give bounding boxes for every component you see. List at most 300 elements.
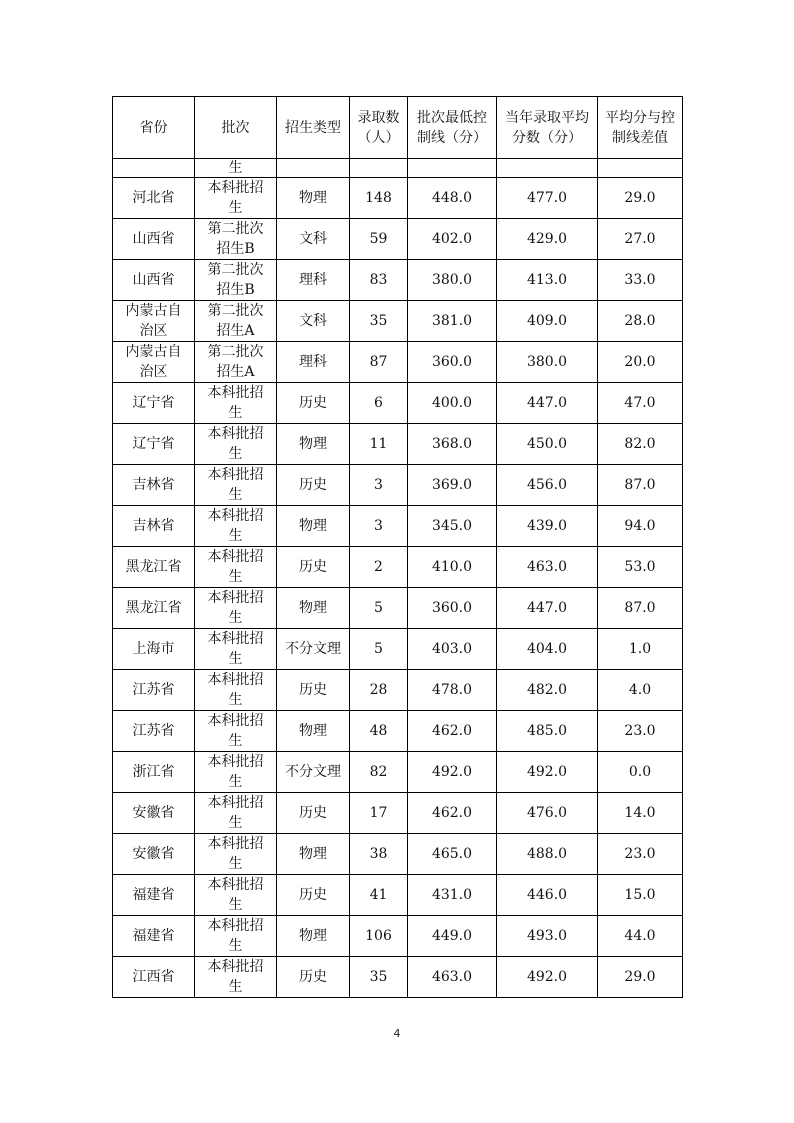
cell-enrollment-type-text: 文科: [299, 313, 327, 329]
cell-min-control-line: [408, 383, 497, 424]
cell-score-difference: [598, 588, 683, 629]
table-row: [113, 916, 683, 957]
cell-average-score-text: 477.0: [526, 190, 568, 206]
table-cell: [113, 159, 195, 178]
cell-enrollment-type-text: 历史: [299, 559, 327, 575]
cell-province-text: 福建省: [132, 928, 175, 944]
cell-batch-text: 第二批次招生B: [207, 221, 264, 257]
cell-min-control-line-text: 478.0: [431, 682, 473, 698]
cell-batch-text: 本科批招生: [207, 549, 264, 585]
cell-province-text: 江苏省: [132, 682, 175, 698]
cell-admitted-count: [350, 547, 408, 588]
cell-province: [113, 219, 195, 260]
table-row: [113, 670, 683, 711]
header-admitted-count: 录取数（人）: [350, 97, 408, 159]
cell-admitted-count-text: 82: [369, 764, 388, 780]
cell-province: [113, 260, 195, 301]
cell-admitted-count-text: 35: [369, 969, 388, 985]
cell-average-score: [497, 957, 598, 998]
cell-batch-text: 本科批招生: [207, 877, 264, 913]
cell-enrollment-type: [277, 301, 350, 342]
cell-province-text: 浙江省: [132, 764, 175, 780]
cell-min-control-line-text: 410.0: [431, 559, 473, 575]
cell-min-control-line: [408, 219, 497, 260]
admissions-table: [112, 96, 683, 998]
cell-enrollment-type-text: 历史: [299, 477, 327, 493]
cell-enrollment-type-text: 不分文理: [285, 641, 341, 657]
cell-score-difference: [598, 424, 683, 465]
cell-batch: [195, 916, 277, 957]
cell-enrollment-type-text: 历史: [299, 682, 327, 698]
cell-enrollment-type: [277, 834, 350, 875]
cell-enrollment-type: [277, 752, 350, 793]
header-min-control-line: 批次最低控制线（分）: [408, 97, 497, 159]
cell-province-text: 江苏省: [132, 723, 175, 739]
cell-average-score-text: 485.0: [526, 723, 568, 739]
cell-score-difference-text: 87.0: [624, 477, 656, 493]
cell-admitted-count: [350, 793, 408, 834]
cell-score-difference-text: 23.0: [624, 846, 656, 862]
cell-admitted-count: [350, 752, 408, 793]
cell-batch: [195, 957, 277, 998]
cell-average-score: [497, 178, 598, 219]
cell-average-score: [497, 629, 598, 670]
cell-score-difference: [598, 957, 683, 998]
cell-score-difference-text: 87.0: [624, 600, 656, 616]
cell-enrollment-type-text: 物理: [299, 846, 327, 862]
header-batch: 批次: [195, 97, 277, 159]
cell-admitted-count-text: 3: [374, 518, 383, 534]
cell-admitted-count-text: 11: [369, 436, 388, 452]
cell-batch: [195, 465, 277, 506]
cell-batch-text: 本科批招生: [207, 180, 264, 216]
cell-enrollment-type: [277, 711, 350, 752]
cell-batch-text: 第二批次招生A: [207, 344, 264, 380]
cell-batch-text: 本科批招生: [207, 754, 264, 790]
cell-min-control-line-text: 402.0: [431, 231, 473, 247]
table-cell: [497, 159, 598, 178]
cell-enrollment-type-text: 物理: [299, 928, 327, 944]
cell-average-score: [497, 875, 598, 916]
table-row: [113, 711, 683, 752]
cell-province-text: 黑龙江省: [125, 559, 182, 575]
cell-average-score: [497, 301, 598, 342]
header-average-score: 当年录取平均分数（分）: [497, 97, 598, 159]
cell-province-text: 福建省: [132, 887, 175, 903]
cell-admitted-count: [350, 342, 408, 383]
cell-batch: [195, 342, 277, 383]
cell-enrollment-type-text: 理科: [299, 272, 327, 288]
cell-average-score: [497, 752, 598, 793]
cell-score-difference: [598, 301, 683, 342]
cell-province-text: 山西省: [132, 231, 175, 247]
cell-admitted-count: [350, 178, 408, 219]
cell-score-difference-text: 0.0: [628, 764, 652, 780]
cell-enrollment-type-text: 物理: [299, 723, 327, 739]
table-row: [113, 588, 683, 629]
cell-min-control-line-text: 403.0: [431, 641, 473, 657]
cell-province: [113, 916, 195, 957]
cell-province-text: 安徽省: [132, 805, 175, 821]
cell-admitted-count-text: 87: [369, 354, 388, 370]
cell-admitted-count: [350, 834, 408, 875]
cell-min-control-line: [408, 629, 497, 670]
cell-province-text: 河北省: [132, 190, 175, 206]
cell-average-score-text: 409.0: [526, 313, 568, 329]
cell-enrollment-type: [277, 629, 350, 670]
table-row: [113, 383, 683, 424]
cell-min-control-line: [408, 424, 497, 465]
cell-batch: [195, 506, 277, 547]
table-row: [113, 875, 683, 916]
cell-batch-text: 本科批招生: [207, 795, 264, 831]
cell-admitted-count-text: 2: [374, 559, 383, 575]
cell-score-difference: [598, 219, 683, 260]
cell-admitted-count: [350, 588, 408, 629]
cell-batch: [195, 670, 277, 711]
cell-admitted-count: [350, 916, 408, 957]
table-row: [113, 793, 683, 834]
cell-province-text: 吉林省: [132, 518, 175, 534]
table-row: [113, 547, 683, 588]
cell-score-difference: [598, 506, 683, 547]
cell-batch-text: 本科批招生: [207, 672, 264, 708]
cell-score-difference: [598, 875, 683, 916]
cell-admitted-count-text: 38: [369, 846, 388, 862]
cell-province: [113, 629, 195, 670]
cell-province: [113, 711, 195, 752]
cell-score-difference: [598, 342, 683, 383]
cell-province: [113, 465, 195, 506]
cell-batch: [195, 424, 277, 465]
cell-province: [113, 342, 195, 383]
cell-average-score: [497, 260, 598, 301]
cell-province-text: 山西省: [132, 272, 175, 288]
cell-batch-text: 本科批招生: [207, 508, 264, 544]
table-row: [113, 424, 683, 465]
cell-province: [113, 752, 195, 793]
cell-admitted-count-text: 48: [369, 723, 388, 739]
cell-enrollment-type: [277, 793, 350, 834]
cell-enrollment-type: [277, 547, 350, 588]
cell-province: [113, 957, 195, 998]
cell-average-score-text: 476.0: [526, 805, 568, 821]
cell-admitted-count-text: 3: [374, 477, 383, 493]
cell-admitted-count: [350, 506, 408, 547]
cell-min-control-line-text: 465.0: [431, 846, 473, 862]
cell-enrollment-type-text: 物理: [299, 600, 327, 616]
cell-score-difference-text: 15.0: [624, 887, 656, 903]
cell-average-score-text: 413.0: [526, 272, 568, 288]
cell-batch-text: 第二批次招生B: [207, 262, 264, 298]
cell-batch: [195, 834, 277, 875]
header-province: 省份: [113, 97, 195, 159]
cell-province: [113, 547, 195, 588]
cell-average-score: [497, 424, 598, 465]
cell-enrollment-type: [277, 670, 350, 711]
cell-score-difference: [598, 670, 683, 711]
cell-admitted-count-text: 6: [374, 395, 383, 411]
cell-enrollment-type-text: 物理: [299, 436, 327, 452]
cell-batch: [195, 260, 277, 301]
table-row: [113, 178, 683, 219]
table-cell: [598, 159, 683, 178]
table-cell: [350, 159, 408, 178]
cell-enrollment-type: [277, 178, 350, 219]
table-row: [113, 834, 683, 875]
cell-score-difference-text: 20.0: [624, 354, 656, 370]
cell-province-text: 内蒙古自治区: [125, 303, 182, 339]
cell-batch-text: 本科批招生: [207, 426, 264, 462]
cell-province: [113, 178, 195, 219]
cell-average-score: [497, 342, 598, 383]
cell-average-score-text: 447.0: [526, 600, 568, 616]
cell-enrollment-type-text: 理科: [299, 354, 327, 370]
cell-admitted-count-text: 5: [374, 600, 383, 616]
cell-average-score: [497, 506, 598, 547]
cell-min-control-line-text: 449.0: [431, 928, 473, 944]
cell-score-difference-text: 47.0: [624, 395, 656, 411]
cell-average-score: [497, 465, 598, 506]
cell-enrollment-type-text: 物理: [299, 518, 327, 534]
cell-province: [113, 506, 195, 547]
cell-province: [113, 383, 195, 424]
cell-batch-text: 第二批次招生A: [207, 303, 264, 339]
cell-admitted-count: [350, 957, 408, 998]
cell-average-score-text: 429.0: [526, 231, 568, 247]
cell-admitted-count-text: 106: [365, 928, 392, 944]
cell-min-control-line: [408, 342, 497, 383]
cell-score-difference-text: 4.0: [628, 682, 652, 698]
cell-min-control-line-text: 431.0: [431, 887, 473, 903]
cell-admitted-count: [350, 875, 408, 916]
cell-enrollment-type-text: 历史: [299, 969, 327, 985]
cell-province: [113, 875, 195, 916]
cell-average-score-text: 456.0: [526, 477, 568, 493]
cell-batch-text: 本科批招生: [207, 959, 264, 995]
cell-admitted-count-text: 41: [369, 887, 388, 903]
cell-score-difference-text: 14.0: [624, 805, 656, 821]
cell-batch: [195, 219, 277, 260]
cell-enrollment-type: [277, 383, 350, 424]
cell-min-control-line-text: 492.0: [431, 764, 473, 780]
cell-average-score: [497, 547, 598, 588]
cell-score-difference-text: 23.0: [624, 723, 656, 739]
cell-batch: [195, 383, 277, 424]
cell-average-score-text: 450.0: [526, 436, 568, 452]
cell-province: [113, 301, 195, 342]
cell-average-score-text: 446.0: [526, 887, 568, 903]
table-row: [113, 260, 683, 301]
cell-min-control-line-text: 400.0: [431, 395, 473, 411]
table-continuation-row: [113, 159, 683, 178]
cell-score-difference: [598, 711, 683, 752]
cell-enrollment-type: [277, 875, 350, 916]
cell-enrollment-type-text: 历史: [299, 395, 327, 411]
cell-batch-text: 本科批招生: [207, 713, 264, 749]
cell-enrollment-type: [277, 424, 350, 465]
cell-enrollment-type: [277, 916, 350, 957]
cell-min-control-line: [408, 506, 497, 547]
cell-enrollment-type: [277, 506, 350, 547]
cell-average-score-text: 439.0: [526, 518, 568, 534]
cell-score-difference-text: 94.0: [624, 518, 656, 534]
cell-batch-text: 本科批招生: [207, 918, 264, 954]
table-body: [113, 159, 683, 998]
cell-admitted-count-text: 35: [369, 313, 388, 329]
cell-average-score-text: 380.0: [526, 354, 568, 370]
cell-min-control-line-text: 380.0: [431, 272, 473, 288]
cell-province: [113, 834, 195, 875]
cell-score-difference-text: 29.0: [624, 969, 656, 985]
cell-batch-text: 本科批招生: [207, 467, 264, 503]
cell-enrollment-type-text: 文科: [299, 231, 327, 247]
cell-enrollment-type-text: 历史: [299, 887, 327, 903]
cell-province: [113, 793, 195, 834]
cell-admitted-count: [350, 383, 408, 424]
cell-min-control-line: [408, 465, 497, 506]
cell-score-difference: [598, 178, 683, 219]
cell-average-score: [497, 916, 598, 957]
cell-min-control-line: [408, 957, 497, 998]
cell-batch: [195, 793, 277, 834]
cell-score-difference: [598, 916, 683, 957]
table-row: [113, 506, 683, 547]
cell-score-difference: [598, 383, 683, 424]
cell-min-control-line-text: 448.0: [431, 190, 473, 206]
cell-batch: [195, 752, 277, 793]
cell-min-control-line: [408, 260, 497, 301]
cell-score-difference-text: 33.0: [624, 272, 656, 288]
cell-average-score-text: 493.0: [526, 928, 568, 944]
cell-province-text: 黑龙江省: [125, 600, 182, 616]
cell-admitted-count-text: 5: [374, 641, 383, 657]
cell-average-score: [497, 834, 598, 875]
cell-batch: [195, 875, 277, 916]
cell-province-text: 江西省: [132, 969, 175, 985]
cell-min-control-line: [408, 588, 497, 629]
table-row: [113, 219, 683, 260]
cell-average-score-text: 482.0: [526, 682, 568, 698]
cell-admitted-count: [350, 465, 408, 506]
table-row: [113, 465, 683, 506]
cell-average-score-text: 463.0: [526, 559, 568, 575]
cell-score-difference-text: 29.0: [624, 190, 656, 206]
cell-average-score-text: 404.0: [526, 641, 568, 657]
cell-province-text: 内蒙古自治区: [125, 344, 182, 380]
header-enrollment-type: 招生类型: [277, 97, 350, 159]
cell-min-control-line: [408, 178, 497, 219]
cell-admitted-count: [350, 424, 408, 465]
table-row: [113, 957, 683, 998]
cell-min-control-line: [408, 752, 497, 793]
cell-average-score-text: 492.0: [526, 969, 568, 985]
cell-score-difference: [598, 465, 683, 506]
cell-min-control-line: [408, 834, 497, 875]
page-number: 4: [393, 1027, 401, 1040]
cell-score-difference: [598, 629, 683, 670]
cell-province: [113, 588, 195, 629]
table-row: [113, 752, 683, 793]
cell-min-control-line-text: 368.0: [431, 436, 473, 452]
cell-batch: [195, 301, 277, 342]
cell-average-score: [497, 383, 598, 424]
cell-min-control-line: [408, 875, 497, 916]
cell-score-difference: [598, 834, 683, 875]
cell-score-difference-text: 82.0: [624, 436, 656, 452]
table-row: [113, 301, 683, 342]
cell-admitted-count: [350, 670, 408, 711]
cell-score-difference-text: 53.0: [624, 559, 656, 575]
cell-admitted-count: [350, 711, 408, 752]
cell-average-score: [497, 588, 598, 629]
cell-min-control-line: [408, 301, 497, 342]
cell-batch-text: 本科批招生: [207, 385, 264, 421]
table-cell: [277, 159, 350, 178]
cell-enrollment-type: [277, 588, 350, 629]
cell-average-score: [497, 793, 598, 834]
cell-average-score: [497, 219, 598, 260]
cell-batch: [195, 711, 277, 752]
table-cell: [408, 159, 497, 178]
table-cell: 生: [195, 159, 277, 178]
cell-min-control-line-text: 462.0: [431, 805, 473, 821]
cell-admitted-count-text: 59: [369, 231, 388, 247]
cell-admitted-count: [350, 301, 408, 342]
cell-min-control-line: [408, 711, 497, 752]
cell-admitted-count-text: 28: [369, 682, 388, 698]
cell-score-difference: [598, 260, 683, 301]
cell-score-difference: [598, 752, 683, 793]
cell-province-text: 辽宁省: [132, 436, 175, 452]
cell-score-difference: [598, 547, 683, 588]
cell-admitted-count: [350, 219, 408, 260]
cell-admitted-count-text: 148: [365, 190, 392, 206]
cell-score-difference-text: 1.0: [628, 641, 652, 657]
cell-province-text: 安徽省: [132, 846, 175, 862]
cell-enrollment-type: [277, 465, 350, 506]
cell-min-control-line: [408, 547, 497, 588]
cell-admitted-count-text: 83: [369, 272, 388, 288]
cell-score-difference-text: 44.0: [624, 928, 656, 944]
header-score-difference: 平均分与控制线差值: [598, 97, 683, 159]
cell-min-control-line: [408, 793, 497, 834]
table-row: [113, 342, 683, 383]
cell-province-text: 上海市: [132, 641, 175, 657]
cell-batch: [195, 178, 277, 219]
cell-enrollment-type: [277, 219, 350, 260]
table-header-row: [113, 97, 683, 159]
cell-min-control-line-text: 360.0: [431, 600, 473, 616]
cell-enrollment-type: [277, 260, 350, 301]
cell-batch-text: 本科批招生: [207, 590, 264, 626]
cell-province: [113, 670, 195, 711]
cell-average-score-text: 488.0: [526, 846, 568, 862]
cell-min-control-line-text: 462.0: [431, 723, 473, 739]
cell-enrollment-type: [277, 342, 350, 383]
cell-average-score: [497, 670, 598, 711]
cell-min-control-line-text: 345.0: [431, 518, 473, 534]
cell-min-control-line: [408, 670, 497, 711]
cell-batch: [195, 547, 277, 588]
cell-min-control-line-text: 360.0: [431, 354, 473, 370]
cell-batch-text: 本科批招生: [207, 631, 264, 667]
cell-score-difference: [598, 793, 683, 834]
cell-min-control-line-text: 369.0: [431, 477, 473, 493]
cell-score-difference-text: 27.0: [624, 231, 656, 247]
cell-province-text: 吉林省: [132, 477, 175, 493]
cell-batch-text: 本科批招生: [207, 836, 264, 872]
